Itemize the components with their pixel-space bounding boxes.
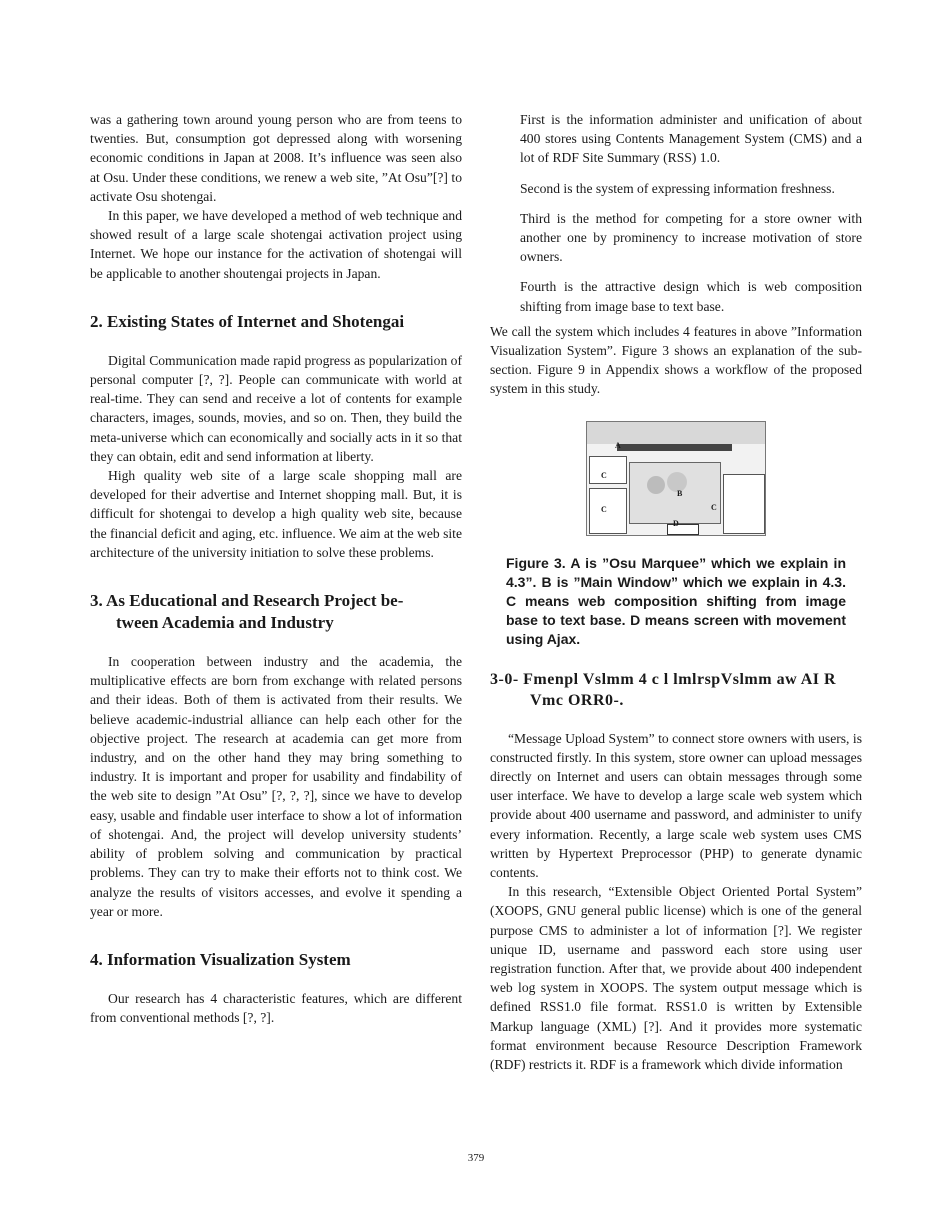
- paragraph: Digital Communication made rapid progress as popularization of personal computer [?, ?]. People can communicate with world at real-time. They can send and receive a lot of contents for example characters, images, sounds, movies, and so on. Then, they build the meta-universe which can economically and socially acts in it so that they can obtain, edit and send information at liberty.: [90, 352, 462, 464]
- figure-label: C: [601, 470, 607, 480]
- right-column: [490, 110, 862, 1074]
- figure-label: B: [677, 488, 683, 498]
- feature-item: Third is the method for competing for a store owner with another one by prominency to increase motivation of store owners.: [520, 210, 862, 265]
- paragraph: In cooperation between industry and the academia, the multiplicative effects are born from exchange with related persons and their ideas. Both of them is activated from their results. We believe academic-industrial alliance can help each other for the objective project. The research at academia can get more from industry, and on the other hand they may bring something to industry. It is important and proper for usability and findability of the web site to design ”At Osu” [?, ?, ?], since we have to develop easy, usable and findable user interface to show a lot of information of shotengai. And, the project will develop university students’ ability of problem solving and communication by practical problems. They can try to make their efforts not to think cost. We analyze the results of visitors accesses, and evolve it spending a year or more.: [90, 654, 462, 919]
- subsection-heading: [490, 669, 862, 711]
- page-number: 379: [467, 1152, 485, 1164]
- figure-caption: Figure 3. A is ”Osu Marquee” which we explain in 4.3”. B is ”Main Window” which we explain in 4.3. C means web composition shifting from image base to text base. D means screen with movement using Ajax.: [506, 554, 846, 647]
- heading-line: 3. As Educational and Research Project be-: [90, 591, 404, 611]
- section-heading: 4. Information Visualization System: [90, 949, 351, 969]
- figure-marquee-bar: [617, 444, 732, 451]
- paragraph: High quality web site of a large scale shopping mall are developed for their advertise and Internet shopping mall. But, it is difficult for shotengai to develop a high quality web site, because the financial deficit and aging, etc. influence. We aim at the web site architecture of the university initiation to solve these problems.: [90, 468, 462, 560]
- section-heading: [90, 590, 462, 634]
- paragraph: was a gathering town around young person who are from teens to twenties. But, consumption got depressed along with worsening economic conditions in Japan at 2008. It’s influence was seen also at Osu. Under these conditions, we renew a web site, ”At Osu”[?] to activate Osu shotengai.: [90, 112, 462, 204]
- figure-header-banner: [587, 422, 765, 444]
- figure-label: C: [601, 504, 607, 514]
- heading-line: 3-0- Fmenpl Vslmm 4 c l lmlrspVslmm aw AI R: [490, 670, 837, 688]
- paragraph: In this paper, we have developed a method of web technique and showed result of a large scale shotengai activation project using Internet. We hope our instance for the activation of shotengai will be applicable to another shoutengai projects in Japan.: [90, 208, 462, 281]
- paragraph: Our research has 4 characteristic features, which are different from conventional methods [?, ?].: [90, 990, 462, 1026]
- heading-line: Vmc ORR0-.: [530, 691, 624, 709]
- figure-panel: [589, 456, 627, 484]
- figure-panel: [589, 488, 627, 534]
- figure-label: D: [673, 518, 679, 528]
- heading-line: tween Academia and Industry: [116, 613, 334, 633]
- figure-panel: [723, 474, 765, 534]
- paragraph: We call the system which includes 4 features in above ”Information Visualization System”. Figure 3 shows an explanation of the sub-section. Figure 9 in Appendix shows a workflow of the proposed system in this study.: [490, 323, 862, 397]
- section-heading: 2. Existing States of Internet and Shotengai: [90, 311, 405, 331]
- feature-item: First is the information administer and unification of about 400 stores using Contents Management System (CMS) and a lot of RDF Site Summary (RSS) 1.0.: [520, 112, 862, 166]
- paragraph: In this research, “Extensible Object Oriented Portal System” (XOOPS, GNU general public license) which is one of the general purpose CMS to administer a lot of information [?]. We register unique ID, username and password each store using user registration function. After that, we provide about 400 independent web log system in XOOPS. The system output message which is defined RSS1.0 file format. RSS1.0 is written by Extensible Markup language (XML) [?]. And it provides more systematic format environment because Resource Description Framework (RDF) restricts it. RDF is a framework which divide information: [490, 884, 862, 1073]
- feature-item: Fourth is the attractive design which is web composition shifting from image base to text base.: [520, 279, 862, 314]
- figure-3-image: [586, 421, 766, 536]
- figure-panel: [667, 524, 699, 535]
- left-column: [90, 110, 462, 1027]
- feature-item: Second is the system of expressing information freshness.: [520, 180, 835, 196]
- figure-circle: [647, 476, 665, 494]
- figure-label: C: [711, 502, 717, 512]
- paragraph: “Message Upload System” to connect store owners with users, is constructed firstly. In this system, store owner can upload messages directly on Internet and users can obtain messages through some user interface. We have to develop a large scale web system which provide about 400 username and password, and administer to unify every information. Recently, a large scale web system uses CMS written by Hypertext Preprocessor (PHP) to generate dynamic contents.: [490, 730, 862, 881]
- figure-label: A: [615, 440, 621, 450]
